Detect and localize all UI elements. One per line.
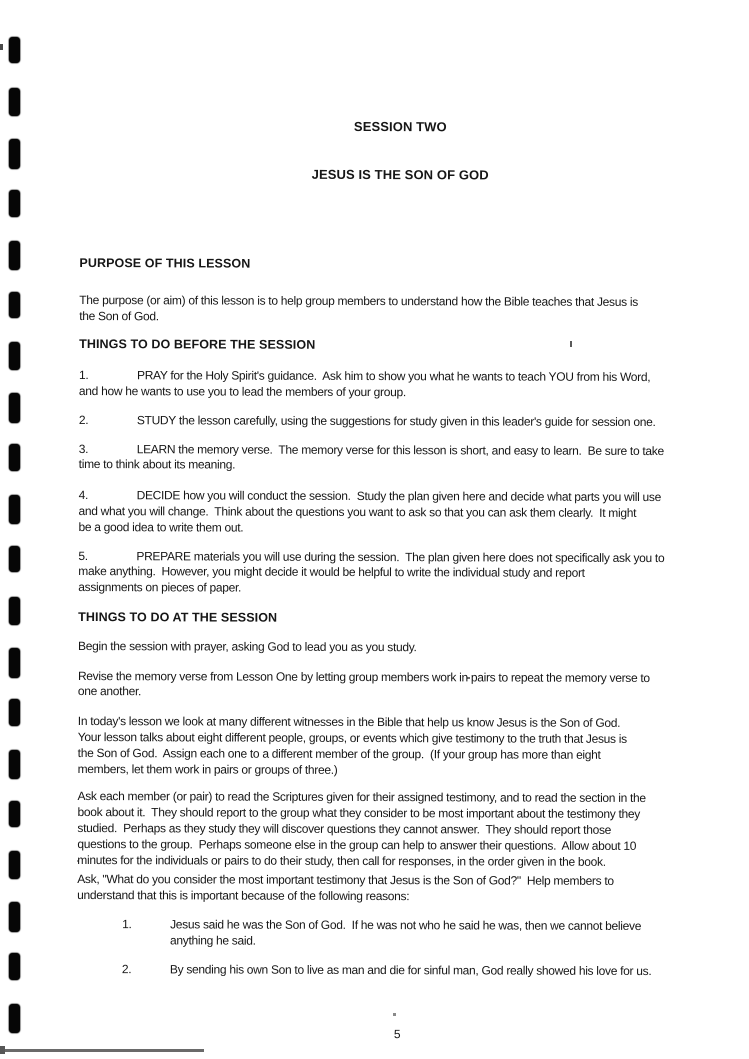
at-session-paragraph-todays-lesson: In today's lesson we look at many different witnesses in the Bible that help us know Jesus is the Son of God. Your lesson talks about eight different people, groups, or events which give testimony to the truth that Jesus is the Son of God. Assign each one to a different member of the group. (If your group has more than eight members, let them work in pairs or groups of three.): [77, 714, 627, 777]
at-session-paragraph-ask-each-member: Ask each member (or pair) to read the Scriptures given for their assigned testimony, and to read the section in the book about it. They should report to the group what they consider to be most important about the testimony they studied. Perhaps as they study they will discover questions they cannot answer. They should report those questions to the group. Perhaps someone else in the group can help to answer their questions. Allow about 10 minutes for the individuals or pairs to do their study, then call for responses, in the order given in the book.: [77, 789, 646, 869]
heading-before-session: THINGS TO DO BEFORE THE SESSION: [79, 337, 316, 353]
at-session-paragraph-begin: Begin the session with prayer, asking God to lead you as you study.: [78, 638, 417, 654]
scan-edge-line-stub: [0, 1046, 5, 1054]
reason-item-1: 1. Jesus said he was the Son of God. If he was not who he said he was, then we cannot believe anything he said.: [122, 917, 642, 948]
scan-edge-line: [0, 1049, 204, 1052]
page-number: 5: [393, 1027, 401, 1042]
doc-title-line2: JESUS IS THE SON OF GOD: [311, 166, 489, 183]
purpose-paragraph: The purpose (or aim) of this lesson is to help group members to understand how the Bible teaches that Jesus is the Son of God.: [79, 292, 638, 323]
before-session-item-5: 5. PREPARE materials you will use during the session. The plan given here does not specifically ask you to make anything. However, you might decide it would be helpful to write the individual study and report assignments on pieces of paper.: [78, 548, 665, 595]
reason-item-2: 2. By sending his own Son to live as man and die for sinful man, God really showed his love for us.: [121, 961, 652, 978]
before-session-item-4: 4. DECIDE how you will conduct the session. Study the plan given here and decide what parts you will use and what you will change. Think about the questions you want to ask so that you can ask them clearly. It might be a good idea to write them out.: [78, 488, 661, 535]
doc-title: [80, 86, 721, 216]
at-session-paragraph-revise: Revise the memory verse from Lesson One by letting group members work in pairs to repeat the memory verse to one another.: [77, 668, 650, 699]
before-session-item-1: 1. PRAY for the Holy Spirit's guidance. Ask him to show you what he wants to teach YOU from his Word, and how he wants to use you to lead the members of your group.: [78, 368, 651, 400]
at-session-paragraph-ask-question: Ask, "What do you consider the most important testimony that Jesus is the Son of God?" Help members to understand that this is important because of the following reasons:: [77, 872, 614, 904]
before-session-item-2: 2. STUDY the lesson carefully, using the suggestions for study given in this leader's guide for session one.: [78, 412, 656, 429]
doc-title-line1: SESSION TWO: [353, 118, 447, 135]
heading-purpose-of-lesson: PURPOSE OF THIS LESSON: [79, 255, 251, 271]
heading-at-session: THINGS TO DO AT THE SESSION: [78, 609, 278, 625]
before-session-item-3: 3. LEARN the memory verse. The memory verse for this lesson is short, and easy to learn. Be sure to take time to think about its meaning.: [78, 441, 664, 472]
